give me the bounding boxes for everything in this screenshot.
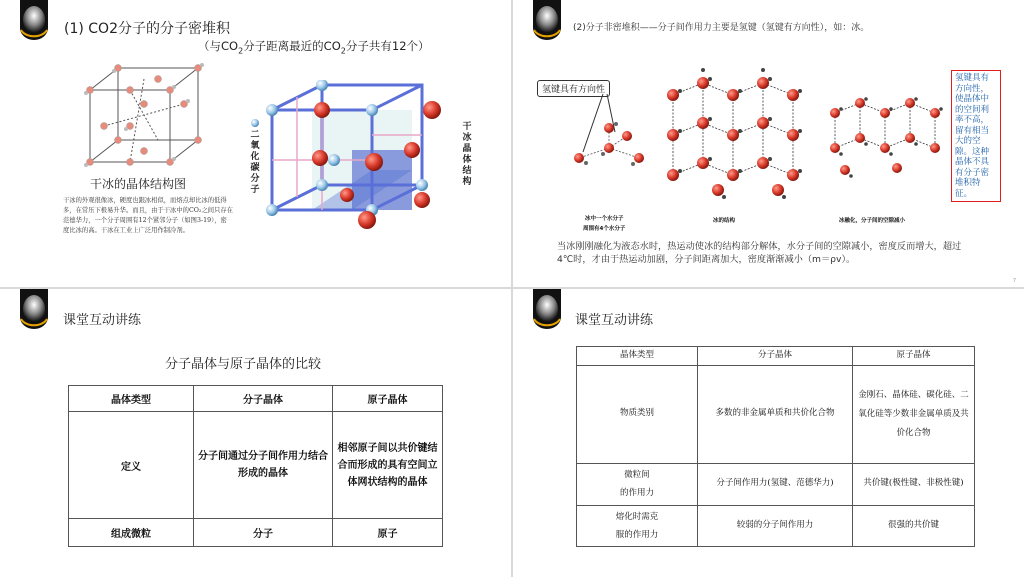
slide-co2-packing [0,0,511,287]
row-label: 定义 [69,412,194,519]
page-number: 7 [1012,278,1016,284]
table-title: 分子晶体与原子晶体的比较 [165,357,322,372]
school-logo-icon [533,289,561,329]
ice-melting-paragraph: 当冰刚刚融化为液态水时，热运动使冰的结构部分解体，水分子间的空隙减小，密度反而增大，超过4℃时，才由于热运动加剧，分子间距离加大，密度渐渐减小（m＝ρv）。 [557,241,962,265]
hydrogen-bond-callout: 氢键具有方向性 [537,80,610,97]
slide-heading: (2)分子非密堆积——分子间作用力主要是氢键（氢键有方向性），如：冰。 [573,23,870,33]
cell: 分子间通过分子间作用力结合形成的晶体 [194,412,333,519]
cell: 分子 [194,519,333,547]
table-row [69,519,443,547]
properties-table [576,346,975,547]
co2-molecule-icon [250,118,260,128]
row-label: 物质类别 [577,365,698,463]
melted-ice-diagram [825,88,945,188]
header-type: 晶体类型 [577,347,698,366]
cell: 多数的非金属单质和共价化合物 [698,365,853,463]
row-label: 组成微粒 [69,519,194,547]
school-logo-icon [533,0,561,40]
co2-unit-cell-diagram [80,62,210,170]
slide-title: 课堂互动讲练 [63,313,142,328]
cell: 共价键(极性键、非极性键) [853,463,975,505]
caption-tetrahedron-1: 冰中一个水分子 [585,216,624,222]
slide-title: 课堂互动讲练 [575,313,654,328]
cell: 原子 [333,519,443,547]
figure-caption: 干冰的晶体结构图 [90,177,187,191]
ice-lattice-diagram [658,65,818,210]
dry-ice-3d-model [262,80,452,230]
header-type: 晶体类型 [69,386,194,412]
caption-melted-ice: 冰融化，分子间的空隙减小 [839,218,906,224]
cell: 金刚石、晶体硅、碳化硅、二氧化硅等少数非金属单质及共价化合物 [853,365,975,463]
school-logo-icon [20,289,48,329]
slide-ice-hydrogen-bond [513,0,1024,287]
vertical-label-dry-ice: 干冰晶体结构 [462,122,472,187]
comparison-table [68,385,443,547]
cell: 分子间作用力(氢键、范德华力) [698,463,853,505]
table-row [577,365,975,463]
cell: 较弱的分子间作用力 [698,505,853,546]
caption-ice-structure: 冰的结构 [713,218,736,224]
hydrogen-bond-note: 氢键具有方向性，使晶体中的空间利率不高，留有相当大的空隙。这种晶体不具有分子密堆积特征。 [951,70,1001,202]
slide-comparison-definition [0,289,511,577]
row-label: 微粒间 的作用力 [577,463,698,505]
school-logo-icon [20,0,48,40]
water-tetrahedron-diagram [569,118,649,173]
table-row [577,463,975,505]
table-row [69,412,443,519]
header-atomic: 原子晶体 [333,386,443,412]
row-label: 熔化时需克 服的作用力 [577,505,698,546]
caption-tetrahedron-2: 周围有4个水分子 [583,226,626,232]
slide-comparison-properties [513,289,1024,577]
header-molecular: 分子晶体 [194,386,333,412]
cell: 很强的共价键 [853,505,975,546]
slide-title: (1) CO2分子的分子密堆积 [64,21,230,37]
header-atomic: 原子晶体 [853,347,975,366]
cell: 相邻原子间以共价键结合而形成的具有空间立体网状结构的晶体 [333,412,443,519]
header-molecular: 分子晶体 [698,347,853,366]
dry-ice-paragraph: 干冰的外观很像冰，硬度也跟冰相似，而熔点却比冰的低得多，在常压下极易升华。而且，由于干冰中的CO₂之间只存在范德华力，一个分子周围有12个紧邻分子（如图3-19），密度比冰的高。干冰在工业上广泛用作制冷剂。 [63,197,233,234]
slide-subtitle: （与$CO_2$分子距离最近的$CO_2$分子共有12个） [198,39,430,56]
table-row [577,505,975,546]
vertical-label-co2: 二氧化碳分子 [250,130,260,195]
